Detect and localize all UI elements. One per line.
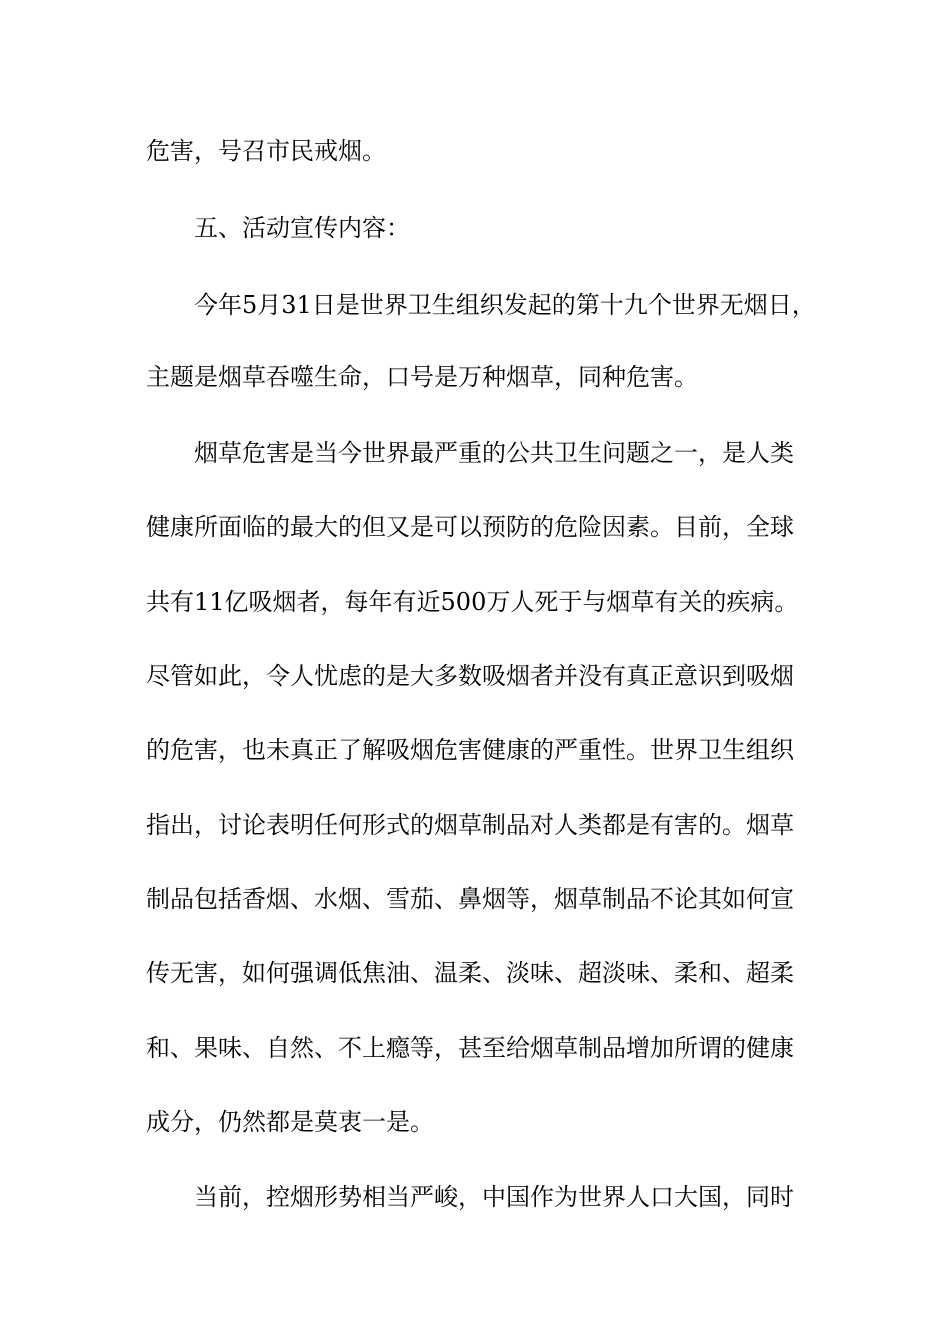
text-line-5: 烟草危害是当今世界最严重的公共卫生问题之一，是人类 [194,439,794,467]
text-line-1: 危害，号召市民戒烟。 [146,137,386,165]
text-line-9: 的危害，也未真正了解吸烟危害健康的严重性。世界卫生组织 [146,736,794,764]
text-line-8: 尽管如此，令人忧虑的是大多数吸烟者并没有真正意识到吸烟 [146,662,794,690]
text-line-13: 和、果味、自然、不上瘾等，甚至给烟草制品增加所谓的健康 [146,1034,794,1062]
text-line-15: 当前，控烟形势相当严峻，中国作为世界人口大国，同时 [194,1183,794,1211]
text-line-11: 制品包括香烟、水烟、雪茄、鼻烟等，烟草制品不论其如何宣 [146,885,794,913]
text-line-7: 共有11亿吸烟者，每年有近500万人死于与烟草有关的疾病。 [146,588,799,616]
text-line-3: 今年5月31日是世界卫生组织发起的第十九个世界无烟日， [194,291,816,319]
text-line-14: 成分，仍然都是莫衷一是。 [146,1108,434,1136]
text-line-12: 传无害，如何强调低焦油、温柔、淡味、超淡味、柔和、超柔 [146,959,794,987]
text-line-4: 主题是烟草吞噬生命，口号是万种烟草，同种危害。 [146,363,698,391]
section-heading: 五、活动宣传内容： [194,214,410,242]
text-line-10: 指出，讨论表明任何形式的烟草制品对人类都是有害的。烟草 [146,811,794,839]
text-line-6: 健康所面临的最大的但又是可以预防的危险因素。目前，全球 [146,513,794,541]
